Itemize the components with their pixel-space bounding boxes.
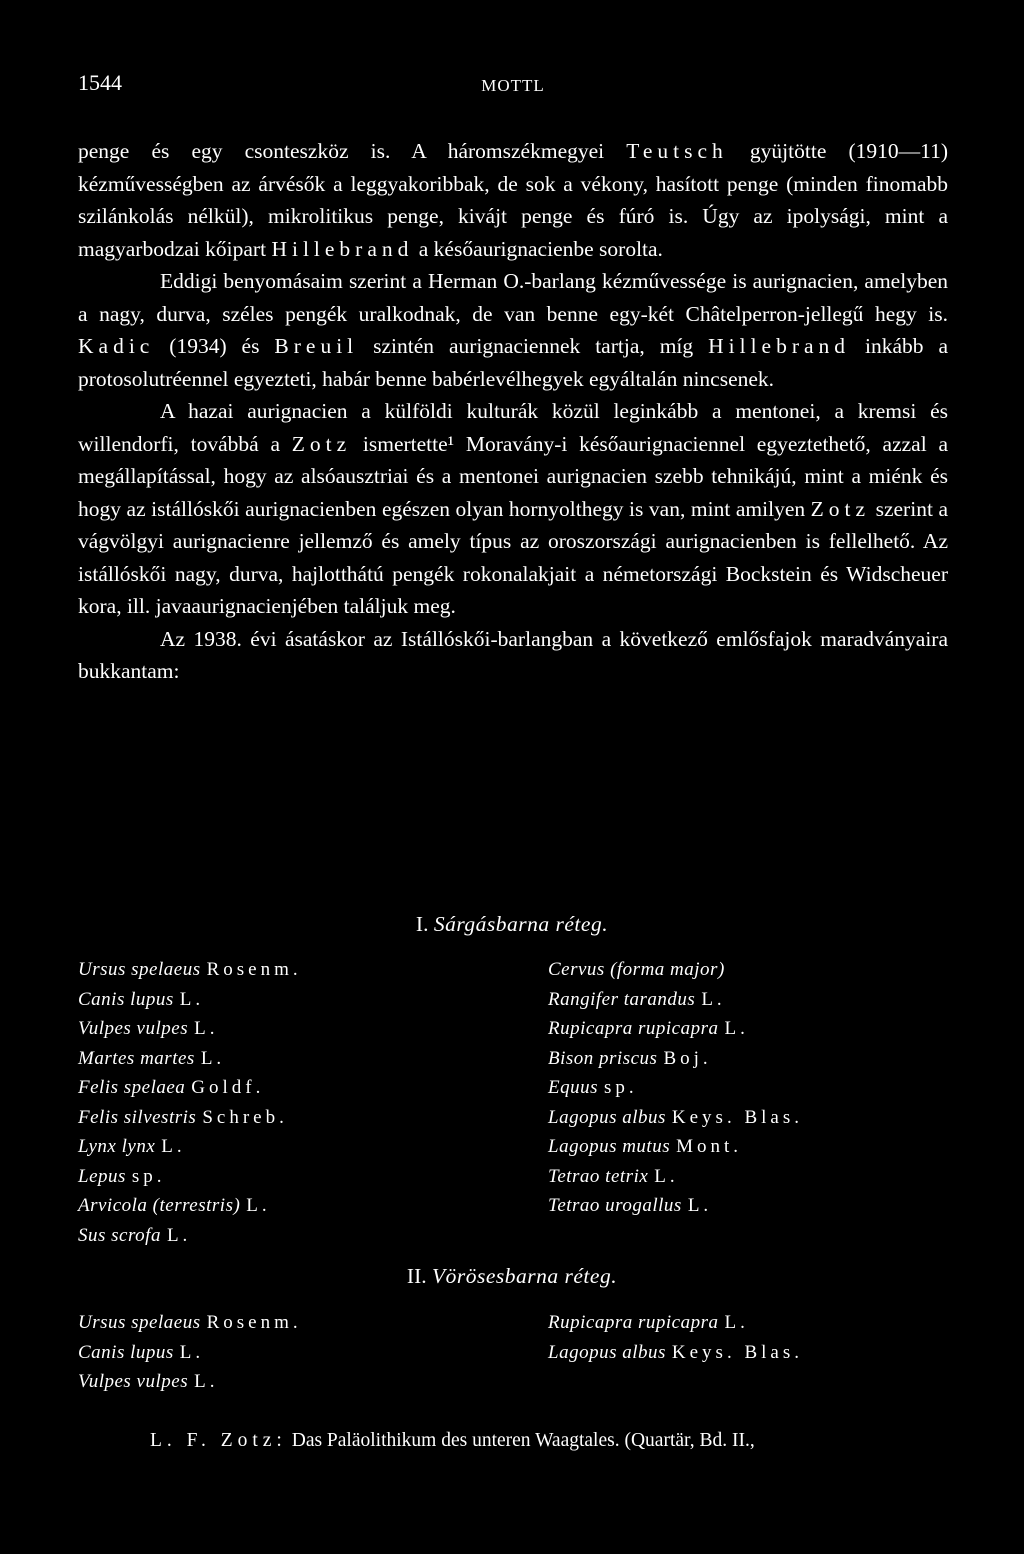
species-name: Vulpes vulpes (78, 1018, 189, 1039)
species-entry (548, 1162, 803, 1192)
text-run: inkább a protosolutréennel egyezteti, habár benne babérlevélhegyek egyáltalán nincsenek. (78, 334, 948, 391)
species-entry (548, 1338, 803, 1368)
paragraph (78, 395, 948, 623)
text-run: Eddigi benyomásaim szerint a Herman O.-barlang kézművessége is aurignacien, amelyben a nagy, durva, széles pengék uralkodnak, de van benne egy-két Châtelperron-jellegű hegy is. (78, 269, 948, 326)
species-name: Lagopus albus (548, 1106, 666, 1128)
species-author: sp. (604, 1077, 638, 1098)
species-author: L. (654, 1165, 679, 1187)
paragraph (78, 265, 948, 395)
species-author: L. (179, 1341, 205, 1363)
species-entry (548, 1014, 803, 1044)
species-entry (78, 1103, 302, 1133)
species-author: L. (194, 1018, 219, 1039)
species-name: Canis lupus (78, 1341, 174, 1363)
species-name: Canis lupus (78, 988, 174, 1010)
species-author: Rosenm. (206, 1312, 302, 1333)
species-name: Rangifer tarandus (548, 988, 696, 1010)
text-run: gyüjtötte (1910—11) kézművességben az árvésők a leggyakoribbak, de sok a vékony, hasított penge (minden finomabb szilánkolás nélkül), mikrolitikus penge, kivájt penge és fúró is. Úgy az ipolysági, mint a magyarbodzai kőipart (78, 139, 948, 261)
species-author: L. (161, 1136, 186, 1157)
species-author: L. (200, 1047, 226, 1069)
species-list-left (78, 955, 302, 1250)
species-author: Keys. Blas. (671, 1106, 803, 1128)
text-run: penge és egy csonteszköz is. A háromszékmegyei (78, 139, 627, 163)
species-entry (548, 1191, 803, 1221)
species-entry (548, 955, 803, 985)
species-entry (78, 1014, 302, 1044)
species-name: Martes martes (78, 1047, 195, 1069)
species-entry (78, 985, 302, 1015)
species-name: Rupicapra rupicapra (548, 1018, 719, 1039)
footnote-author: L. F. Zotz: (150, 1430, 287, 1451)
footnote (150, 1430, 755, 1452)
species-name: Lynx lynx (78, 1136, 156, 1157)
paragraph (78, 135, 948, 265)
species-author: L. (701, 988, 726, 1010)
species-name: Lagopus mutus (548, 1136, 671, 1157)
species-name: Ursus spelaeus (78, 959, 201, 980)
text-run: Az 1938. évi ásatáskor az Istállóskői-barlangban a következő emlősfajok maradványaira bukkantam: (78, 626, 948, 683)
spaced-name: Breuil (274, 334, 359, 358)
section-title-text: Vörösesbarna réteg. (432, 1264, 618, 1288)
species-author: Rosenm. (206, 959, 302, 980)
species-author: L. (179, 988, 205, 1010)
species-entry (548, 985, 803, 1015)
footnote-text: Das Paläolithikum des unteren Waagtales. (Quartär, Bd. II., (291, 1430, 755, 1451)
text-run: A hazai aurignacien a külföldi kulturák közül leginkább a mentonei, a kremsi és willendorfi, továbbá a (78, 399, 948, 456)
species-name: Lagopus albus (548, 1341, 666, 1363)
species-entry (548, 1132, 803, 1162)
species-entry (78, 1367, 302, 1397)
species-name: Lepus (78, 1165, 126, 1187)
section-title-2: II. Vörösesbarna réteg. (406, 1264, 618, 1288)
species-name: Cervus (forma major) (548, 959, 725, 980)
section-title-1: I. Sárgásbarna réteg. (415, 912, 609, 936)
species-entry (78, 1044, 302, 1074)
text-run: ismertette¹ Moravány-i későaurignaciennel egyeztethető, azzal a megállapítással, hogy az alsóausztriai és a mentonei aurignacien szebb tehnikájú, mint a miénk és hogy az istállóskői aurignacienben egészen olyan hornyolthegy is van, mint amilyen (78, 431, 948, 521)
species-name: Felis silvestris (78, 1106, 197, 1128)
species-author: L. (724, 1312, 749, 1333)
species-name: Ursus spelaeus (78, 1312, 201, 1333)
species-author: L. (246, 1195, 271, 1216)
spaced-name: Teutsch (626, 139, 728, 163)
species-list-right (548, 955, 803, 1221)
species-author: sp. (131, 1165, 166, 1187)
running-head: MOTTL (481, 76, 545, 95)
species-author: L. (687, 1195, 713, 1216)
spaced-name: Hillebrand (708, 334, 851, 358)
species-entry (548, 1308, 803, 1338)
spaced-name: Hillebrand (271, 236, 414, 261)
species-author: Keys. Blas. (671, 1341, 803, 1363)
spaced-name: Zotz (291, 431, 352, 456)
species-entry (78, 1162, 302, 1192)
species-author: Goldf. (191, 1077, 265, 1098)
text-run: a későaurignacienbe sorolta. (413, 236, 663, 261)
spaced-name: Kadic (78, 334, 155, 358)
spaced-name: Zotz (810, 496, 871, 521)
species-entry (78, 1073, 302, 1103)
page-number: 1544 (78, 70, 122, 95)
species-entry (78, 1308, 302, 1338)
species-entry (78, 1338, 302, 1368)
species-entry (78, 955, 302, 985)
species-name: Vulpes vulpes (78, 1371, 189, 1392)
paragraph (78, 623, 948, 688)
species-entry (78, 1132, 302, 1162)
species-author: L. (724, 1018, 749, 1039)
species-author: Boj. (663, 1047, 712, 1069)
section-title-text: Sárgásbarna réteg. (433, 912, 609, 936)
species-list-left (78, 1308, 302, 1397)
species-name: Arvicola (terrestris) (78, 1195, 241, 1216)
species-author: Mont. (676, 1136, 743, 1157)
species-name: Equus (548, 1077, 598, 1098)
species-author: L. (166, 1224, 192, 1246)
species-entry (548, 1073, 803, 1103)
text-run: (1934) és (154, 334, 275, 358)
species-name: Tetrao tetrix (548, 1165, 649, 1187)
species-entry (548, 1044, 803, 1074)
page-header (78, 70, 948, 110)
species-list-right (548, 1308, 803, 1367)
text-run: szerint a vágvölgyi aurignacienre jellemző és amely típus az oroszországi aurignacienben is fellelhető. Az istállóskői nagy, durva, hajlotthátú pengék rokonalakjait a németországi Bockstein és Widscheuer kora, ill. javaaurignacienjében találjuk meg. (78, 496, 948, 618)
species-author: L. (194, 1371, 219, 1392)
species-entry (78, 1191, 302, 1221)
species-name: Felis spelaea (78, 1077, 186, 1098)
text-run: szintén aurignaciennek tartja, míg (358, 334, 709, 358)
species-entry (548, 1103, 803, 1133)
species-name: Tetrao urogallus (548, 1195, 682, 1216)
species-name: Sus scrofa (78, 1224, 161, 1246)
species-author: Schreb. (202, 1106, 288, 1128)
species-name: Rupicapra rupicapra (548, 1312, 719, 1333)
body-text (78, 135, 948, 688)
species-entry (78, 1221, 302, 1251)
species-name: Bison priscus (548, 1047, 658, 1069)
